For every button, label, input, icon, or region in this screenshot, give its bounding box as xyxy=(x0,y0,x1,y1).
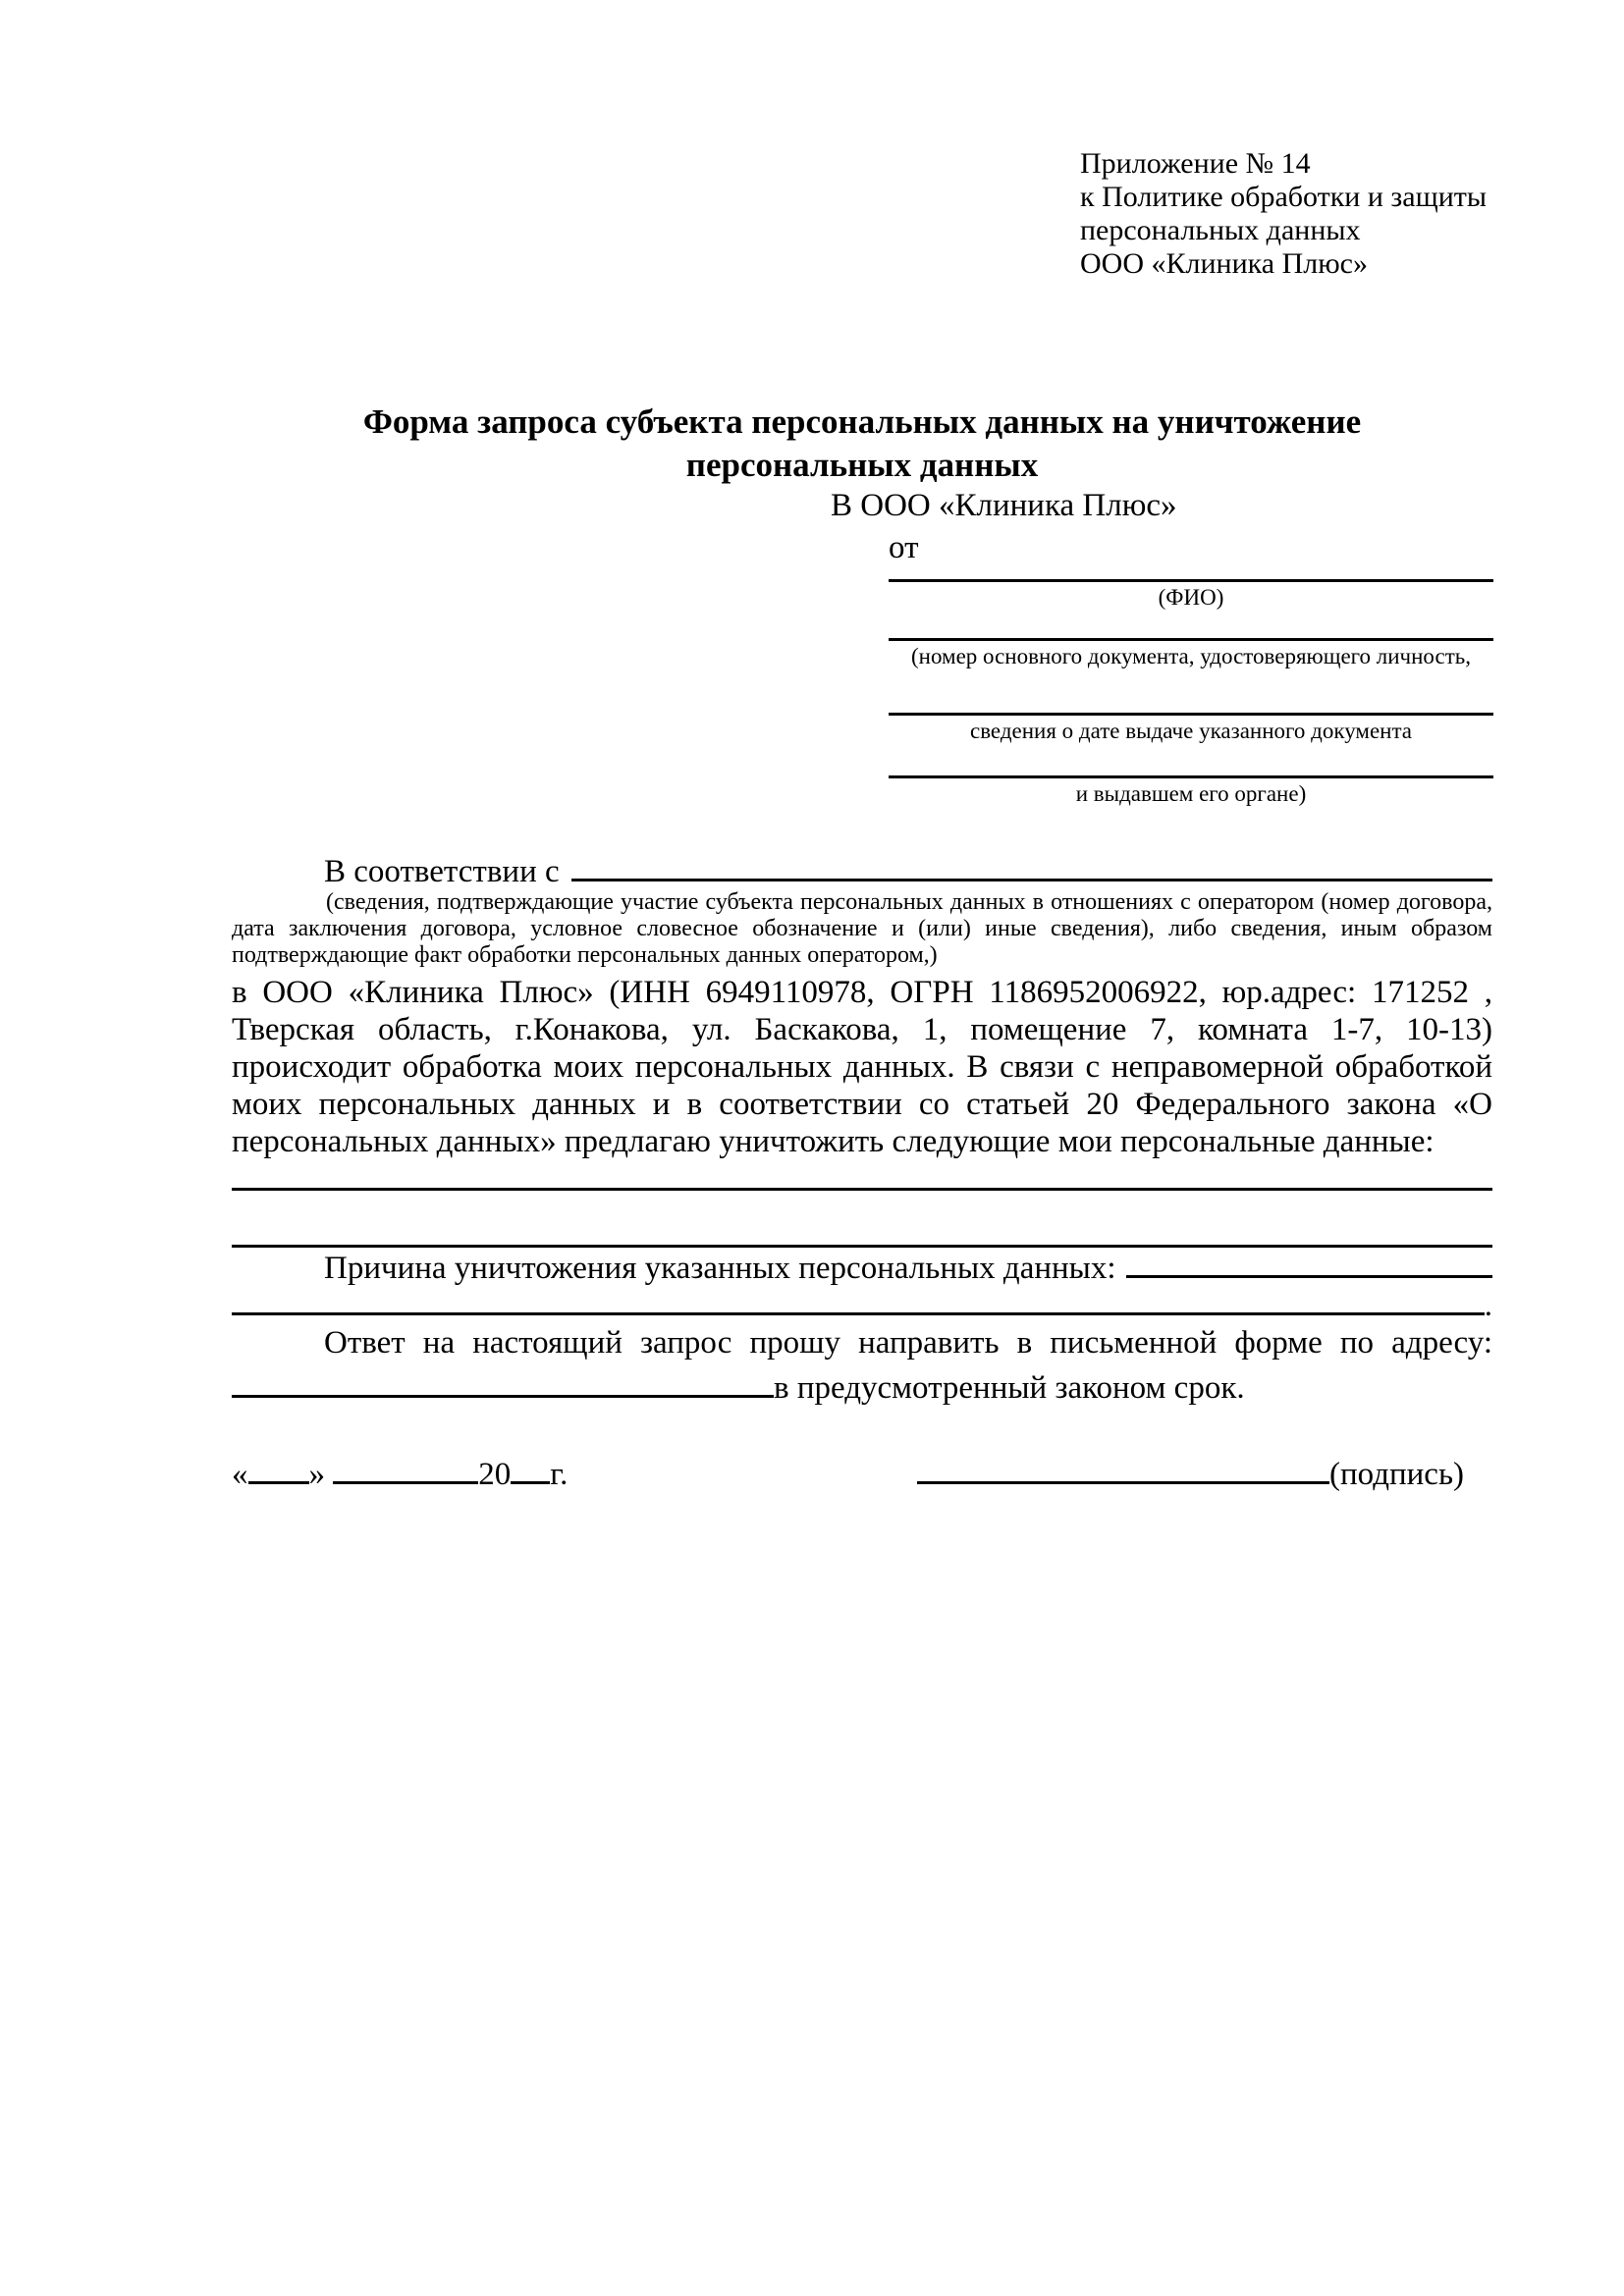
appendix-header-line: Приложение № 14 xyxy=(1080,147,1311,180)
appendix-header-line: персональных данных xyxy=(1080,214,1361,246)
reply-tail-text: в предусмотренный законом срок. xyxy=(774,1370,1245,1406)
addressee-line: В ООО «Клиника Плюс» xyxy=(831,488,1177,523)
issue-date-field-line xyxy=(889,681,1493,716)
signature-caption: (подпись) xyxy=(1329,1457,1464,1492)
accordance-fill-line xyxy=(571,879,1492,881)
date-close-quote: » xyxy=(308,1457,325,1492)
appendix-header-line: ООО «Клиника Плюс» xyxy=(1080,247,1368,280)
accordance-row xyxy=(324,852,1492,891)
date-month-blank-line xyxy=(333,1449,478,1484)
issue-date-field-caption: сведения о дате выдаче указанного документа xyxy=(969,719,1413,743)
reason-label: Причина уничтожения указанных персональных данных: xyxy=(324,1251,1116,1286)
reply-address-fill-line xyxy=(232,1362,774,1398)
page-title-line: Форма запроса субъекта персональных данных на уничтожение xyxy=(362,402,1362,441)
signature-row xyxy=(917,1449,1464,1494)
issuing-authority-field-line xyxy=(889,744,1493,778)
accordance-note: (сведения, подтверждающие участие субъекта персональных данных в отношениях с оператором (номер договора, дата заключения договора, условное словесное обозначение и (или) иные сведения), либо сведения, иным образом подтверждающие факт обработки персональных данных оператором,) xyxy=(232,889,1492,968)
reason-row xyxy=(324,1249,1492,1288)
data-blank-line-1 xyxy=(232,1156,1492,1191)
fio-field-caption: (ФИО) xyxy=(1158,585,1224,610)
data-blank-line-2 xyxy=(232,1213,1492,1248)
reason-fill-line xyxy=(1126,1275,1492,1278)
reason-continuation-line xyxy=(232,1312,1485,1315)
from-label: от xyxy=(889,530,919,565)
reply-tail-row xyxy=(232,1362,1492,1408)
page-title-line: персональных данных xyxy=(685,446,1039,484)
body-paragraph: в ООО «Клиника Плюс» (ИНН 6949110978, ОГРН 1186952006922, юр.адрес: 171252 , Тверская область, г.Конакова, ул. Баскакова, 1, помещение 7, комната 1-7, 10-13) происходит обработка моих персональных данных. В связи с неправомерной обработкой моих персональных данных и в соответствии со статьей 20 Федерального закона «О персональных данных» предлагаю уничтожить следующие мои персональные данные: xyxy=(232,975,1492,1159)
accordance-lead-text: В соответствии с xyxy=(324,854,560,889)
date-year-prefix: 20 xyxy=(478,1457,512,1492)
signature-blank-line xyxy=(917,1449,1329,1484)
reason-period: . xyxy=(1484,1288,1492,1323)
date-row xyxy=(232,1449,568,1494)
page-title xyxy=(232,400,1492,487)
date-year-blank-line xyxy=(511,1449,550,1484)
reply-sentence: Ответ на настоящий запрос прошу направить в письменной форме по адресу: xyxy=(324,1325,1492,1361)
issuing-authority-field-caption: и выдавшем его органе) xyxy=(1075,781,1307,806)
appendix-header-line: к Политике обработки и защиты xyxy=(1080,181,1488,213)
date-year-suffix: г. xyxy=(550,1457,568,1492)
date-day-blank-line xyxy=(248,1449,309,1484)
reason-continuation-row xyxy=(232,1286,1492,1325)
document-number-field-line xyxy=(889,607,1493,641)
date-open-quote: « xyxy=(232,1457,248,1492)
document-number-field-caption: (номер основного документа, удостоверяющего личность, xyxy=(910,644,1471,668)
fio-field-line xyxy=(889,548,1493,582)
appendix-header-block xyxy=(1080,147,1512,281)
